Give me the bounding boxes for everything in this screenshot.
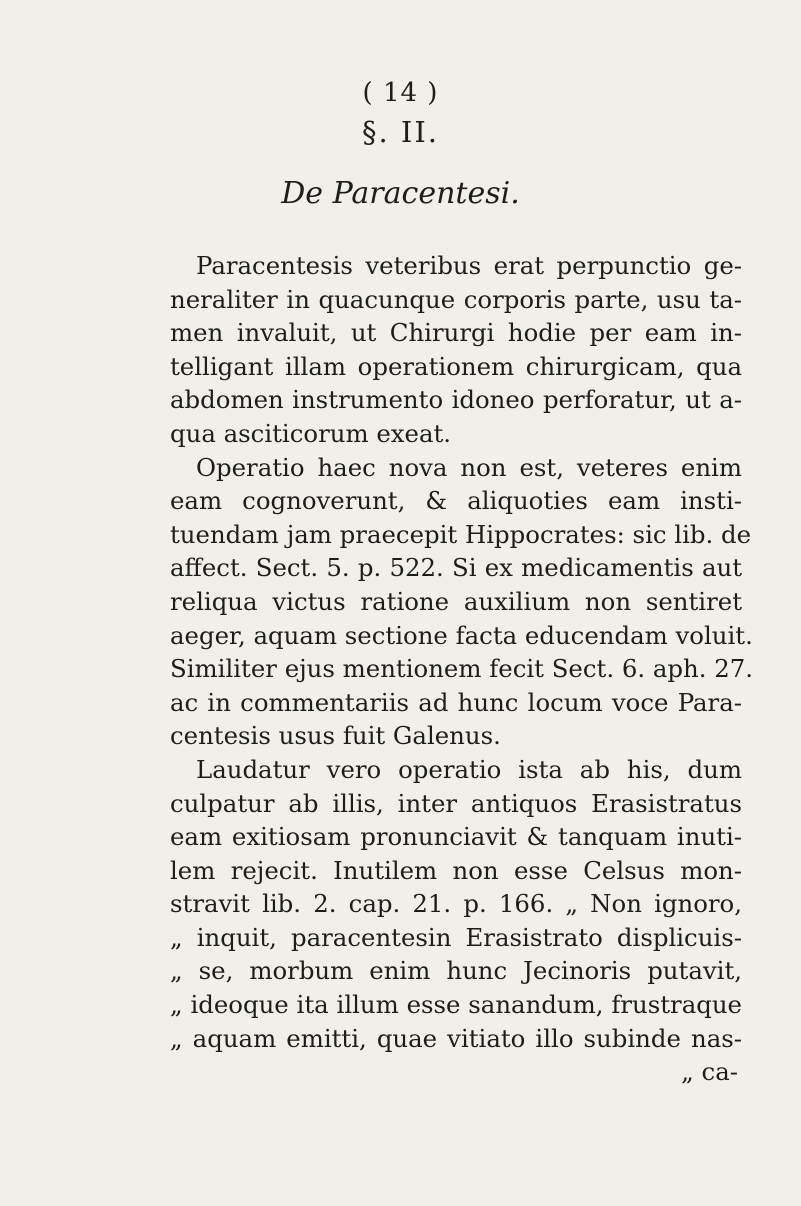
text-line: ac in commentariis ad hunc locum voce Para-	[170, 687, 742, 717]
text-line: men invaluit, ut Chirurgi hodie per eam in-	[170, 318, 742, 348]
text-line: neraliter in quacunque corporis parte, usu ta-	[170, 284, 742, 314]
text-line: stravit lib. 2. cap. 21. p. 166. „ Non ignoro,	[170, 889, 742, 919]
text-line: centesis usus fuit Galenus.	[170, 721, 501, 751]
text-line: culpatur ab illis, inter antiquos Erasistratus	[170, 788, 742, 818]
text-line: eam cognoverunt, & aliquoties eam insti-	[170, 486, 742, 516]
text-line: „ aquam emitti, quae vitiato illo subinde nas-	[170, 1023, 742, 1053]
text-line: lem rejecit. Inutilem non esse Celsus mon-	[170, 855, 742, 885]
body-text	[170, 249, 754, 1089]
text-line: aeger, aquam sectione facta educendam voluit.	[170, 620, 753, 650]
page-number: ( 14 )	[362, 78, 439, 108]
text-line: telligant illam operationem chirurgicam, qua	[170, 351, 742, 381]
text-line: tuendam jam praecepit Hippocrates: sic lib. de	[170, 519, 752, 549]
text-line: Operatio haec nova non est, veteres enim	[196, 452, 742, 482]
text-line: Similiter ejus mentionem fecit Sect. 6. aph. 27.	[170, 654, 754, 684]
text-line: Paracentesis veteribus erat perpunctio ge-	[196, 251, 742, 280]
catchword: „ ca-	[681, 1057, 738, 1087]
text-line: Laudatur vero operatio ista ab his, dum	[196, 754, 742, 784]
text-line: affect. Sect. 5. p. 522. Si ex medicamentis aut	[170, 553, 742, 583]
text-line: eam exitiosam pronunciavit & tanquam inuti-	[170, 822, 742, 852]
text-line: reliqua victus ratione auxilium non sentiret	[170, 586, 742, 616]
text-line: „ ideoque ita illum esse sanandum, frustraque	[170, 990, 742, 1020]
text-line: qua asciticorum exeat.	[170, 418, 452, 448]
text-line: „ se, morbum enim hunc Jecinoris putavit,	[170, 956, 742, 986]
section-heading: §. II.	[361, 115, 440, 149]
chapter-title: De Paracentesi.	[281, 176, 520, 211]
text-line: abdomen instrumento idoneo perforatur, ut a-	[170, 385, 742, 415]
text-line: „ inquit, paracentesin Erasistrato displicuis-	[170, 922, 742, 952]
